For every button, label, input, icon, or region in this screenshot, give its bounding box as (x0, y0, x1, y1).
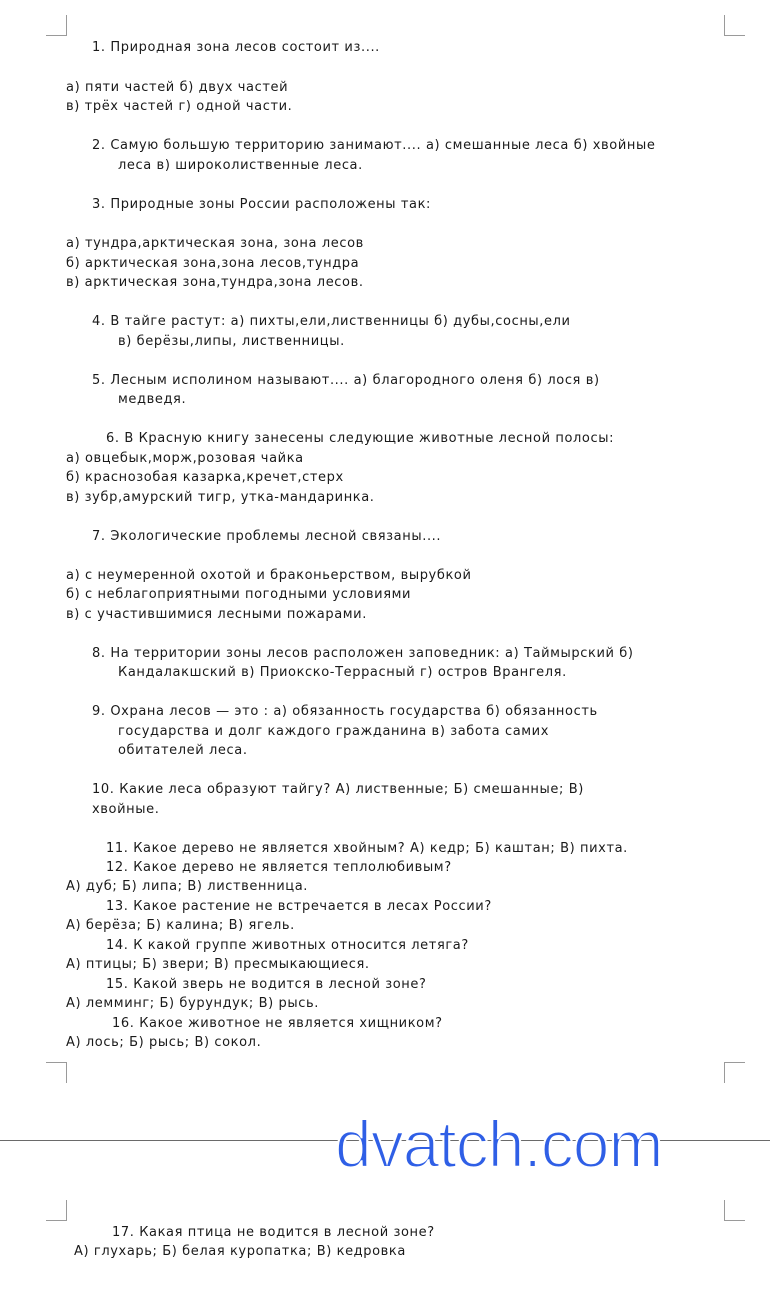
answer-line: б) краснозобая казарка,кречет,стерх (66, 470, 344, 485)
question-5-continued: медведя. (118, 392, 187, 407)
question-4-continued: в) берёзы,липы, лиственницы. (118, 334, 345, 349)
question-16: 16. Какое животное не является хищником? (112, 1016, 443, 1031)
answer-line: в) трёх частей г) одной части. (66, 99, 293, 114)
page-corner-mark-top-right (724, 1200, 745, 1221)
answer-line: в) арктическая зона,тундра,зона лесов. (66, 275, 364, 290)
question-9-continued: государства и долг каждого гражданина в) забота самих (118, 724, 550, 739)
answer-line: а) пяти частей б) двух частей (66, 80, 289, 95)
page-corner-mark-top-right (724, 15, 745, 36)
answer-line: А) птицы; Б) звери; В) пресмыкающиеся. (66, 957, 370, 972)
answer-line: А) лось; Б) рысь; В) сокол. (66, 1035, 262, 1050)
question-13: 13. Какое растение не встречается в лесах России? (106, 899, 492, 914)
question-10-continued: хвойные. (92, 802, 160, 817)
question-15: 15. Какой зверь не водится в лесной зоне? (106, 977, 427, 992)
answer-line: а) тундра,арктическая зона, зона лесов (66, 236, 364, 251)
question-2-continued: леса в) широколиственные леса. (118, 158, 363, 173)
question-8-continued: Кандалакшский в) Приокско-Террасный г) остров Врангеля. (118, 665, 567, 680)
question-17: 17. Какая птица не водится в лесной зоне? (112, 1225, 435, 1240)
answer-line: б) арктическая зона,зона лесов,тундра (66, 256, 360, 271)
page-corner-mark-bottom-right (724, 1062, 745, 1083)
question-5: 5. Лесным исполином называют.... а) благородного оленя б) лося в) (92, 373, 600, 388)
question-9-continued: обитателей леса. (118, 743, 248, 758)
question-9: 9. Охрана лесов — это : а) обязанность государства б) обязанность (92, 704, 598, 719)
page-corner-mark-bottom-left (46, 1062, 67, 1083)
answer-line: б) с неблагоприятными погодными условиями (66, 587, 412, 602)
question-12: 12. Какое дерево не является теплолюбивым? (106, 860, 452, 875)
question-6: 6. В Красную книгу занесены следующие животные лесной полосы: (106, 431, 615, 446)
question-1: 1. Природная зона лесов состоит из.... (92, 40, 380, 55)
answer-line: а) овцебык,морж,розовая чайка (66, 451, 304, 466)
question-4: 4. В тайге растут: а) пихты,ели,лиственницы б) дубы,сосны,ели (92, 314, 571, 329)
question-8: 8. На территории зоны лесов расположен заповедник: а) Таймырский б) (92, 646, 634, 661)
question-3: 3. Природные зоны России расположены так: (92, 197, 432, 212)
question-10: 10. Какие леса образуют тайгу? А) лиственные; Б) смешанные; В) (92, 782, 584, 797)
answer-line: А) берёза; Б) калина; В) ягель. (66, 918, 295, 933)
question-11: 11. Какое дерево не является хвойным? А) кедр; Б) каштан; В) пихта. (106, 841, 628, 856)
answer-line: в) зубр,амурский тигр, утка-мандаринка. (66, 490, 375, 505)
answer-line: А) дуб; Б) липа; В) лиственница. (66, 879, 309, 894)
watermark-text: dvatch.com (335, 1107, 663, 1181)
page-corner-mark-top-left (46, 15, 67, 36)
question-14: 14. К какой группе животных относится летяга? (106, 938, 469, 953)
answer-line: а) с неумеренной охотой и браконьерством, вырубкой (66, 568, 472, 583)
question-7: 7. Экологические проблемы лесной связаны.... (92, 529, 442, 544)
page-corner-mark-top-left (46, 1200, 67, 1221)
question-2: 2. Самую большую территорию занимают.... а) смешанные леса б) хвойные (92, 138, 656, 153)
answer-line: А) лемминг; Б) бурундук; В) рысь. (66, 996, 320, 1011)
answer-line: А) глухарь; Б) белая куропатка; В) кедровка (74, 1244, 406, 1259)
answer-line: в) с участившимися лесными пожарами. (66, 607, 367, 622)
